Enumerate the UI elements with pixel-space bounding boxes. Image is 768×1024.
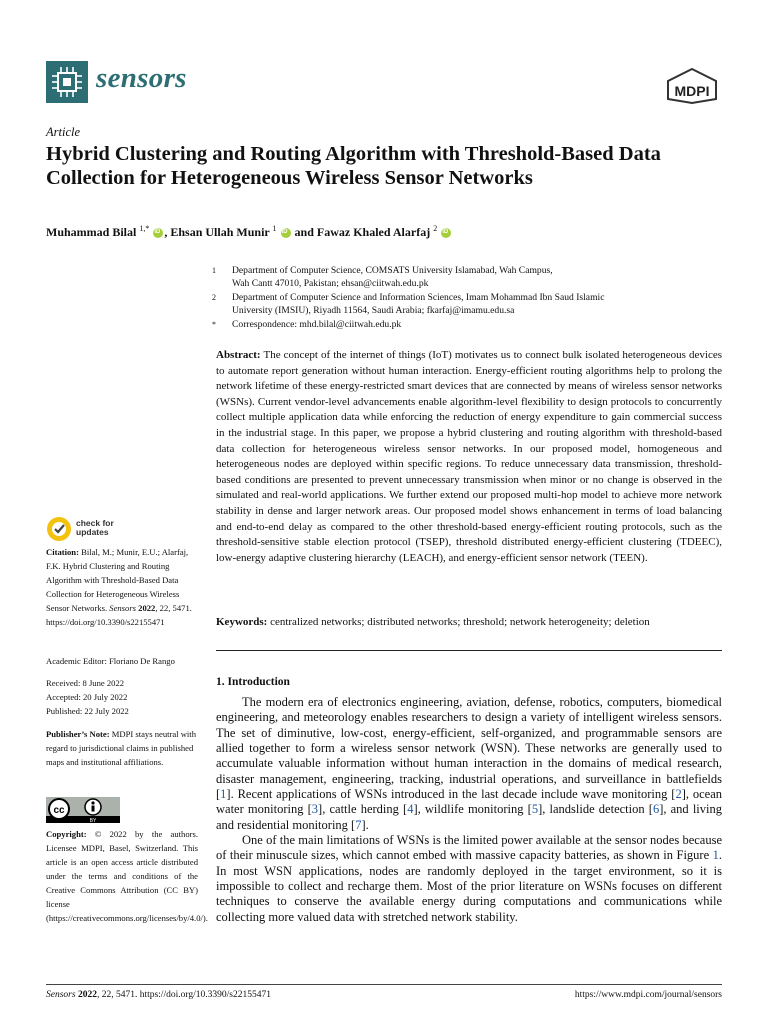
citation-text: Bilal, M.; Munir, E.U.; Alarfaj, F.K. Hybrid Clustering and Routing Algorithm with Threshold-Based Data Collection for Heterogeneous Wireless Sensor Networks. <box>46 547 189 613</box>
svg-text:cc: cc <box>53 805 65 816</box>
keywords-text: centralized networks; distributed networks; threshold; network heterogeneity; deletion <box>270 616 650 628</box>
citation-label: Citation: <box>46 547 79 557</box>
author-affiliation-mark: 1,* <box>139 224 150 233</box>
text-run: ], ocean water monitoring [ <box>216 787 722 817</box>
footer-divider <box>46 984 722 985</box>
orcid-icon[interactable] <box>153 228 163 238</box>
author-separator: and <box>291 225 317 239</box>
footer-journal: Sensors <box>46 990 76 1000</box>
orcid-icon[interactable] <box>281 228 291 238</box>
affiliation-line: University (IMSIU), Riyadh 11564, Saudi Arabia; fkarfaj@imamu.edu.sa <box>232 305 515 316</box>
text-run: ]. <box>361 817 369 832</box>
citation-doi[interactable]: , 22, 5471. https://doi.org/10.3390/s22155471 <box>46 603 192 627</box>
introduction-body <box>216 695 722 925</box>
affiliation-line: Wah Cantt 47010, Pakistan; ehsan@ciitwah.edu.pk <box>232 278 429 289</box>
text-run: ]. Recent applications of WSNs introduced in the last decade include wave monitoring [ <box>226 787 676 802</box>
orcid-icon[interactable] <box>441 228 451 238</box>
citation-journal: Sensors <box>109 603 137 613</box>
citation-year: 2022 <box>136 603 156 613</box>
affiliation <box>212 291 732 317</box>
correspondence <box>212 318 732 331</box>
text-run: ], landslide detection [ <box>538 802 653 817</box>
citation-link[interactable]: 4 <box>407 802 414 817</box>
text-run: ], wildlife monitoring [ <box>413 802 532 817</box>
text-run: ], cattle herding [ <box>318 802 408 817</box>
journal-name: sensors <box>96 62 187 94</box>
author-affiliation-mark: 1 <box>272 224 277 233</box>
publishers-note-text: MDPI stays neutral with regard to jurisdictional claims in published maps and institutional affiliations. <box>46 729 196 767</box>
paragraph <box>216 695 722 833</box>
svg-text:BY: BY <box>89 818 97 823</box>
citation-link[interactable]: 6 <box>652 802 660 817</box>
affiliation <box>212 264 732 290</box>
author-affiliation-mark: 2 <box>433 224 438 233</box>
check-for-updates-button[interactable] <box>46 515 166 543</box>
check-for-updates-label: check for updates <box>76 518 114 537</box>
publisher-logo-icon <box>664 67 720 105</box>
footer-doi[interactable]: , 22, 5471. https://doi.org/10.3390/s22155471 <box>96 990 271 1000</box>
abstract <box>216 348 722 566</box>
abstract-label: Abstract: <box>216 349 261 361</box>
paper-title: Hybrid Clustering and Routing Algorithm with Threshold-Based Data Collection for Heterogeneous Wireless Sensor Networks <box>46 143 661 189</box>
citation-link[interactable]: 5 <box>531 802 539 817</box>
author-name: Muhammad Bilal <box>46 225 137 239</box>
section-heading: 1. Introduction <box>216 676 290 688</box>
received-date: Received: 8 June 2022 <box>46 678 125 688</box>
affiliation-line: Correspondence: mhd.bilal@ciitwah.edu.pk <box>232 319 402 330</box>
figure-link[interactable]: 1 <box>712 848 719 863</box>
affiliation-number: 1 <box>212 266 216 275</box>
copyright-block <box>46 827 208 925</box>
affiliation-line: Department of Computer Science and Information Sciences, Imam Mohammad Ibn Saud Islamic <box>232 292 605 303</box>
publishers-note-label: Publisher’s Note: <box>46 729 110 739</box>
paragraph <box>216 833 722 925</box>
footer-journal-url[interactable]: https://www.mdpi.com/journal/sensors <box>574 990 722 1000</box>
accepted-date: Accepted: 20 July 2022 <box>46 692 128 702</box>
text-run: One of the main limitations of WSNs is the limited power available at the sensor nodes because of their minuscule sizes, which cannot embed with massive capacity batteries, as shown in Figure <box>216 833 722 863</box>
keywords <box>216 615 722 630</box>
footer-citation <box>46 990 271 1000</box>
author-list <box>46 224 452 240</box>
publishers-note <box>46 727 198 769</box>
citation-link[interactable]: 7 <box>355 817 362 832</box>
footer-year: 2022 <box>75 990 97 1000</box>
svg-text:MDPI: MDPI <box>674 83 710 99</box>
copyright-text: © 2022 by the authors. Licensee MDPI, Basel, Switzerland. This article is an open access article distributed under the terms and conditions of the Creative Commons Attribution (CC BY) license (https://creativecommons.org/licenses/by/4.0/). <box>46 829 208 923</box>
divider <box>216 650 722 651</box>
author-name: Ehsan Ullah Munir <box>170 225 270 239</box>
keywords-label: Keywords: <box>216 616 268 628</box>
text-run: ], and living and residential monitoring [ <box>216 802 722 832</box>
citation-link[interactable]: 1 <box>220 787 227 802</box>
citation-link[interactable]: 3 <box>311 802 319 817</box>
abstract-text: The concept of the internet of things (IoT) motivates us to connect bulk isolated heterogeneous devices to automate report generation without human interaction. Energy-efficient routing algorithms help to prolong the network lifetime of these energy-restricted smart devices that are connected by means of wireless sensor networks (WSNs). Current vendor-level advancements enable algorithm-level flexibility to design protocols to concurrently collect multiple application data while enforcing the reduction of energy expenditure to gain commercial success in the industrial stage. In this paper, we propose a hybrid clustering and routing algorithm with threshold-based data collection for heterogeneous wireless sensor networks. In our proposed model, homogeneous and heterogeneous nodes are deployed within specific regions. To reduce unnecessary data transmission, threshold-based conditions are presented to prevent unnecessary transmission when minor or no change is observed in the simulated and real-world applications. We further extend our proposed multi-hop model to achieve more network stability in dense and larger network areas. Our proposed model shows enhancement in terms of load balancing and end-to-end delay as compared to the other threshold-based energy-efficient routing protocols, such as the threshold-sensitive stable election protocol (TSEP), threshold distributed energy-efficient clustering (TDEEC), low-energy adaptive clustering hierarchy (LEACH), and energy-efficient sensor network (TEEN). <box>216 349 722 564</box>
affiliation-number: 2 <box>212 293 216 302</box>
author-name: Fawaz Khaled Alarfaj <box>316 225 431 239</box>
author-separator: , <box>164 225 171 239</box>
journal-logo-icon <box>46 61 88 103</box>
affiliation-line: Department of Computer Science, COMSATS University Islamabad, Wah Campus, <box>232 265 553 276</box>
academic-editor: Academic Editor: Floriano De Rango <box>46 656 175 666</box>
citation-link[interactable]: 2 <box>675 787 682 802</box>
text-run: . In most WSN applications, nodes are randomly deployed in the target environment, so it is impossible to collect and recharge them. Most of the prior literature on WSNs focuses on different techniques to conserve the available energy during computations and communications while collecting more valued data with stretched network stability. <box>216 848 722 924</box>
cc-by-license-icon[interactable] <box>46 797 120 823</box>
article-type: Article <box>46 125 81 139</box>
text-run: The modern era of electronics engineering, aviation, defense, robotics, computers, biomedical engineering, and meteorology enables researchers to design a variety of intelligent wireless sensors. The set of diminutive, low-cost, energy-efficient, self-organized, and programmable sensors are allied together to form a wireless sensor network (WSN). These networks are generally used to accumulate valuable information without human interaction in the domains of medical research, disaster management, engineering, tracking, industrial operations, and surveillance in battlefields [ <box>216 695 722 802</box>
citation-block <box>46 545 198 629</box>
copyright-label: Copyright: <box>46 829 87 839</box>
published-date: Published: 22 July 2022 <box>46 706 129 716</box>
affiliation-number: * <box>212 320 216 329</box>
